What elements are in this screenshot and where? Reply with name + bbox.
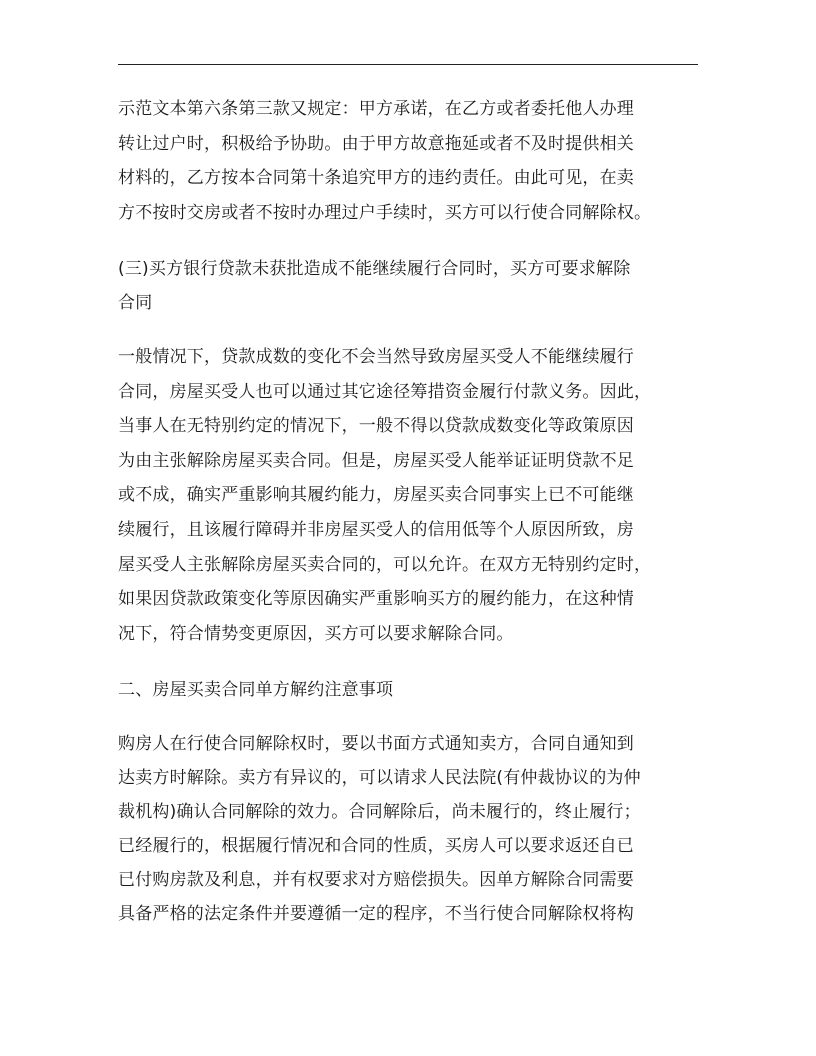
text-line: 具备严格的法定条件并要遵循一定的程序，不当行使合同解除权将构	[118, 904, 634, 925]
text-line: 当事人在无特别约定的情况下，一般不得以贷款成数变化等政策原因	[118, 416, 634, 437]
text-line: 续履行，且该履行障碍并非房屋买受人的信用低等个人原因所致，房	[118, 519, 634, 540]
text-line: 裁机构)确认合同解除的效力。合同解除后，尚未履行的，终止履行；	[118, 802, 641, 823]
text-line: 已经履行的，根据履行情况和合同的性质，买房人可以要求返还自已	[118, 836, 634, 857]
text-line: 购房人在行使合同解除权时，要以书面方式通知卖方，合同自通知到	[118, 734, 634, 755]
text-line: 如果因贷款政策变化等原因确实严重影响买方的履约能力，在这种情	[118, 589, 634, 610]
text-line: 转让过户时，积极给予协助。由于甲方故意拖延或者不及时提供相关	[118, 133, 634, 154]
text-line: 达卖方时解除。卖方有异议的，可以请求人民法院(有仲裁协议的为仲	[118, 768, 641, 789]
paragraph-loan-change	[118, 340, 718, 651]
section-heading-loan	[118, 252, 718, 320]
text-line: 为由主张解除房屋买卖合同。但是，房屋买受人能举证证明贷款不足	[118, 450, 634, 471]
header-rule	[118, 64, 698, 65]
paragraph-termination-notice	[118, 727, 718, 931]
heading-line: 合同	[118, 293, 153, 313]
text-line: 一般情况下，贷款成数的变化不会当然导致房屋买受人不能继续履行	[118, 347, 634, 367]
text-line: 方不按时交房或者不按时办理过户手续时，买方可以行使合同解除权。	[118, 202, 652, 223]
text-line: 合同，房屋买受人也可以通过其它途径筹措资金履行付款义务。因此，	[118, 381, 652, 402]
heading-line: 二、房屋买卖合同单方解约注意事项	[118, 680, 394, 701]
text-line: 屋买受人主张解除房屋买卖合同的，可以允许。在双方无特别约定时，	[118, 554, 652, 575]
document-body	[118, 92, 718, 953]
text-line: 示范文本第六条第三款又规定：甲方承诺，在乙方或者委托他人办理	[118, 99, 634, 119]
text-line: 况下，符合情势变更原因，买方可以要求解除合同。	[118, 623, 514, 644]
heading-line: (三)买方银行贷款未获批造成不能继续履行合同时，买方可要求解除	[118, 259, 631, 279]
text-line: 或不成，确实严重影响其履约能力，房屋买卖合同事实上已不可能继	[118, 485, 634, 506]
paragraph-seller-obligation	[118, 92, 718, 230]
text-line: 材料的，乙方按本合同第十条追究甲方的违约责任。由此可见，在卖	[118, 168, 634, 188]
text-line: 已付购房款及利息，并有权要求对方赔偿损失。因单方解除合同需要	[118, 870, 634, 891]
section-heading-termination	[118, 673, 718, 707]
